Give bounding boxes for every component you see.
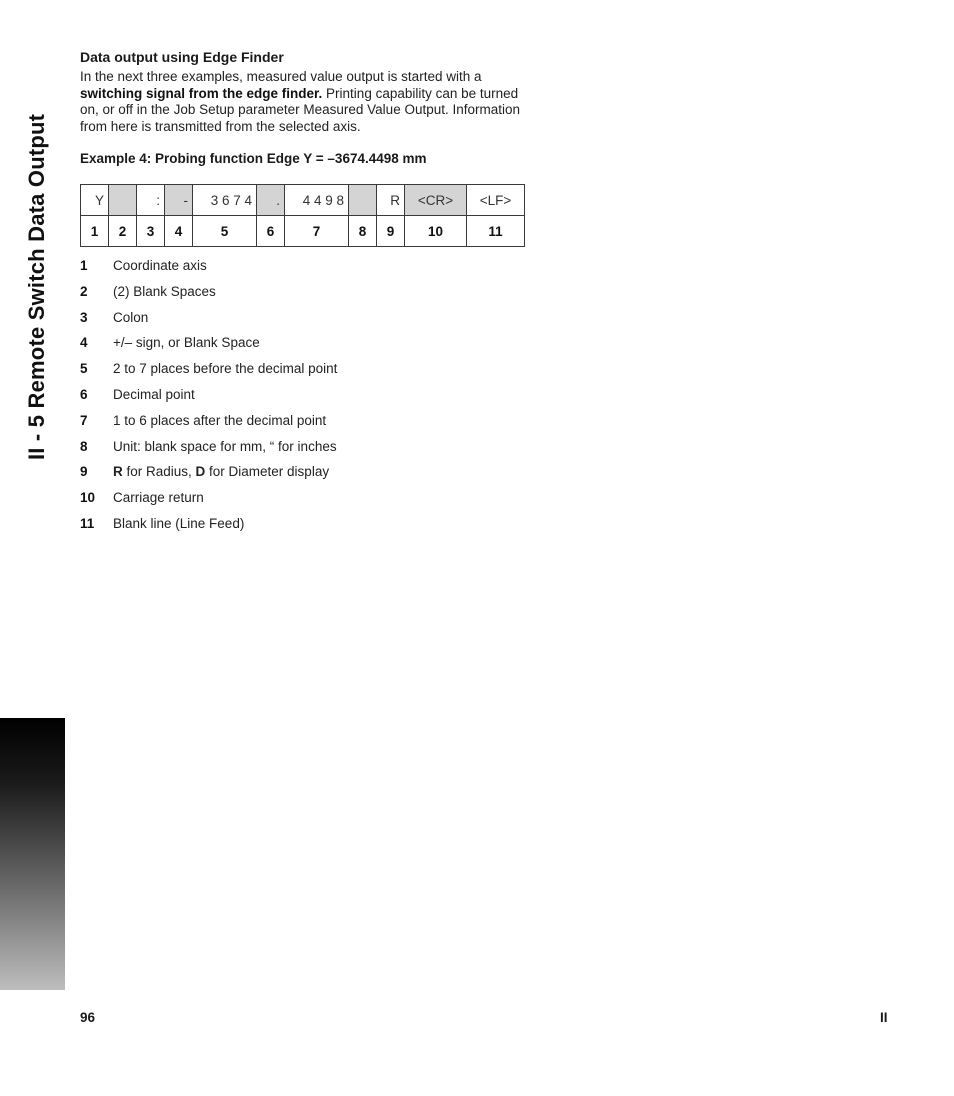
list-item — [80, 384, 530, 410]
format-cell-sign: - — [165, 185, 193, 216]
format-numbers-row — [81, 216, 525, 247]
list-item — [80, 358, 530, 384]
legend-number: 11 — [80, 515, 95, 531]
format-values-row — [81, 185, 525, 216]
legend-text: 2 to 7 places before the decimal point — [113, 361, 338, 377]
chapter-tab-gradient — [0, 718, 65, 990]
legend-text-mid: for Radius, — [122, 464, 196, 480]
legend-number: 5 — [80, 361, 88, 377]
format-cell-lf: <LF> — [467, 185, 525, 216]
format-cell-unit — [349, 185, 377, 216]
format-cell-integer: 3 6 7 4 — [193, 185, 257, 216]
legend-number: 2 — [80, 283, 88, 299]
list-item — [80, 332, 530, 358]
format-num: 6 — [257, 216, 285, 247]
section-title: Data output using Edge Finder — [80, 49, 284, 65]
chapter-side-title-text: II - 5 Remote Switch Data Output — [24, 113, 49, 460]
output-format-table — [80, 184, 525, 247]
example-title: Example 4: Probing function Edge Y = –3674.4498 mm — [80, 151, 427, 166]
format-cell-axis: Y — [81, 185, 109, 216]
chapter-label: II — [880, 1010, 888, 1025]
legend-number: 7 — [80, 412, 88, 428]
intro-bold-text: switching signal from the edge finder. — [80, 85, 323, 101]
list-item — [80, 461, 530, 487]
intro-text-1: In the next three examples, measured value output is started with a — [80, 69, 482, 84]
format-num: 1 — [81, 216, 109, 247]
legend-text: Coordinate axis — [113, 258, 207, 273]
legend-bold-d: D — [195, 464, 206, 480]
list-item — [80, 255, 530, 281]
list-item — [80, 513, 530, 539]
list-item — [80, 307, 530, 333]
legend-text: 1 to 6 places after the decimal point — [113, 412, 327, 428]
list-item — [80, 487, 530, 513]
format-cell-colon: : — [137, 185, 165, 216]
format-num: 8 — [349, 216, 377, 247]
legend-text: Colon — [113, 309, 149, 325]
format-cell-radius: R — [377, 185, 405, 216]
legend-text: Carriage return — [113, 490, 204, 506]
list-item — [80, 410, 530, 436]
format-cell-blank — [109, 185, 137, 216]
legend-text: Blank line (Line Feed) — [113, 515, 245, 531]
legend-bold-r: R — [113, 464, 123, 480]
format-num: 10 — [405, 216, 467, 247]
legend-number: 9 — [80, 464, 88, 480]
list-item — [80, 436, 530, 462]
format-num: 7 — [285, 216, 349, 247]
format-cell-decimal-point: . — [257, 185, 285, 216]
legend-number: 6 — [80, 386, 88, 402]
format-cell-fraction: 4 4 9 8 — [285, 185, 349, 216]
format-num: 9 — [377, 216, 405, 247]
page-number: 96 — [80, 1010, 96, 1025]
legend-number: 4 — [80, 335, 88, 351]
format-num: 3 — [137, 216, 165, 247]
legend-text — [113, 461, 329, 483]
format-num: 5 — [193, 216, 257, 247]
format-num: 4 — [165, 216, 193, 247]
intro-text-2: Printing capability can be turned on, or off in the Job Setup parameter Measured Value Output. Information from here is transmitted from the selected axis. — [80, 85, 521, 134]
legend-text: Decimal point — [113, 386, 195, 402]
legend-text-end: for Diameter display — [205, 464, 330, 480]
legend-text: (2) Blank Spaces — [113, 283, 216, 299]
format-cell-cr: <CR> — [405, 185, 467, 216]
legend-list — [80, 255, 530, 539]
legend-number: 1 — [80, 258, 88, 273]
legend-text: Unit: blank space for mm, “ for inches — [113, 438, 337, 454]
main-content — [80, 48, 530, 168]
format-num: 2 — [109, 216, 137, 247]
legend-number: 10 — [80, 490, 96, 506]
legend-text: +/– sign, or Blank Space — [113, 335, 260, 351]
list-item — [80, 281, 530, 307]
legend-number: 8 — [80, 438, 88, 454]
chapter-side-title — [24, 56, 50, 466]
legend-number: 3 — [80, 309, 88, 325]
format-num: 11 — [467, 216, 525, 247]
intro-paragraph — [80, 69, 530, 135]
